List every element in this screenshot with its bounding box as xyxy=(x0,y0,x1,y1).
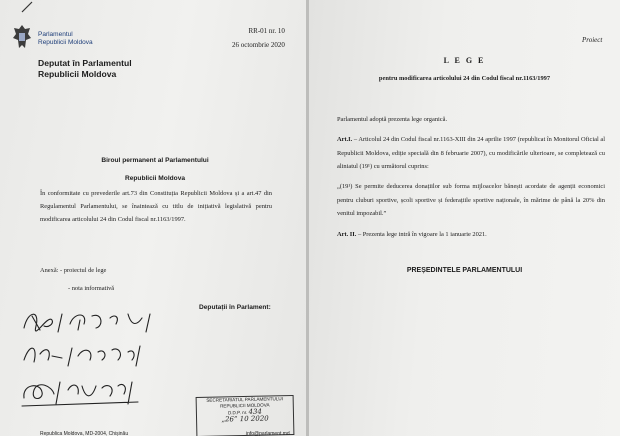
article-1-label: Art.I. xyxy=(337,136,353,143)
article-2-text: – Prezenta lege intră în vigoare la 1 ianuarie 2021. xyxy=(356,231,487,238)
institution-name: Parlamentul Republicii Moldova xyxy=(38,31,93,46)
reference-block xyxy=(232,24,285,52)
article-1-quoted-paragraph: „(19¹) Se permite deducerea donațiilor sub forma mijloacelor bănești acordate de agenții economici pentru cluburi sportive, școli sportive și federațiile sportive naționale, în mărime de până la 20% din venitul impozabil.” xyxy=(337,183,605,217)
law-title: L E G E xyxy=(443,56,486,65)
speaker-signoff: PREȘEDINTELE PARLAMENTULUI xyxy=(406,267,523,274)
reference-date: 26 octombrie 2020 xyxy=(232,41,285,49)
coat-of-arms-icon xyxy=(12,24,32,50)
sender-title: Deputat în Parlamentul Republicii Moldova xyxy=(38,58,132,79)
handwritten-signatures xyxy=(18,306,198,416)
cover-letter-page xyxy=(0,0,306,436)
signatories-label: Deputații în Parlament: xyxy=(199,304,271,311)
pen-stroke-mark xyxy=(18,0,58,14)
article-2-label: Art. II. xyxy=(337,231,357,238)
draft-label: Proiect xyxy=(582,36,603,44)
annex-item: Anexă: - proiectul de lege xyxy=(40,267,107,274)
draft-law-page xyxy=(309,0,620,436)
article-2 xyxy=(337,228,605,242)
law-intro: Parlamentul adoptă prezenta lege organică. xyxy=(337,116,448,123)
registration-stamp: SECRETARIATUL PARLAMENTULUI REPUBLICII MOLDOVA D.D.P. nr. 434 „26” 10 2020 xyxy=(196,395,295,436)
footer-email: info@parlament.md xyxy=(246,431,290,436)
law-subtitle: pentru modificarea articolului 24 din Codul fiscal nr.1163/1997 xyxy=(378,75,551,82)
footer-address: Republica Moldova, MD-2004, Chișinău xyxy=(40,431,129,436)
article-1-text: – Articolul 24 din Codul fiscal nr.1163-XIII din 24 aprilie 1997 (republicat în Monitorul Oficial al Republicii Moldova, ediție specială din 8 februarie 2007), cu modificările ulterioare, se completează cu aliniatul (19¹) cu următorul cuprins: xyxy=(337,136,605,170)
addressee: Biroul permanent al Parlamentului Republicii Moldova xyxy=(101,157,209,182)
letter-body: În conformitate cu prevederile art.73 din Constituția Republicii Moldova și a art.47 din Regulamentul Parlamentului, se înaintează cu titlu de inițiativă legislativă pentru modificarea articolului 24 din Codul fiscal nr.1163/1997. xyxy=(40,190,272,223)
annex-item: - nota informativă xyxy=(68,285,115,292)
stamp-number: 434 xyxy=(248,407,262,416)
article-1 xyxy=(337,133,605,174)
annex-list xyxy=(40,262,114,298)
reference-number: RR-01 nr. 10 xyxy=(248,27,285,35)
